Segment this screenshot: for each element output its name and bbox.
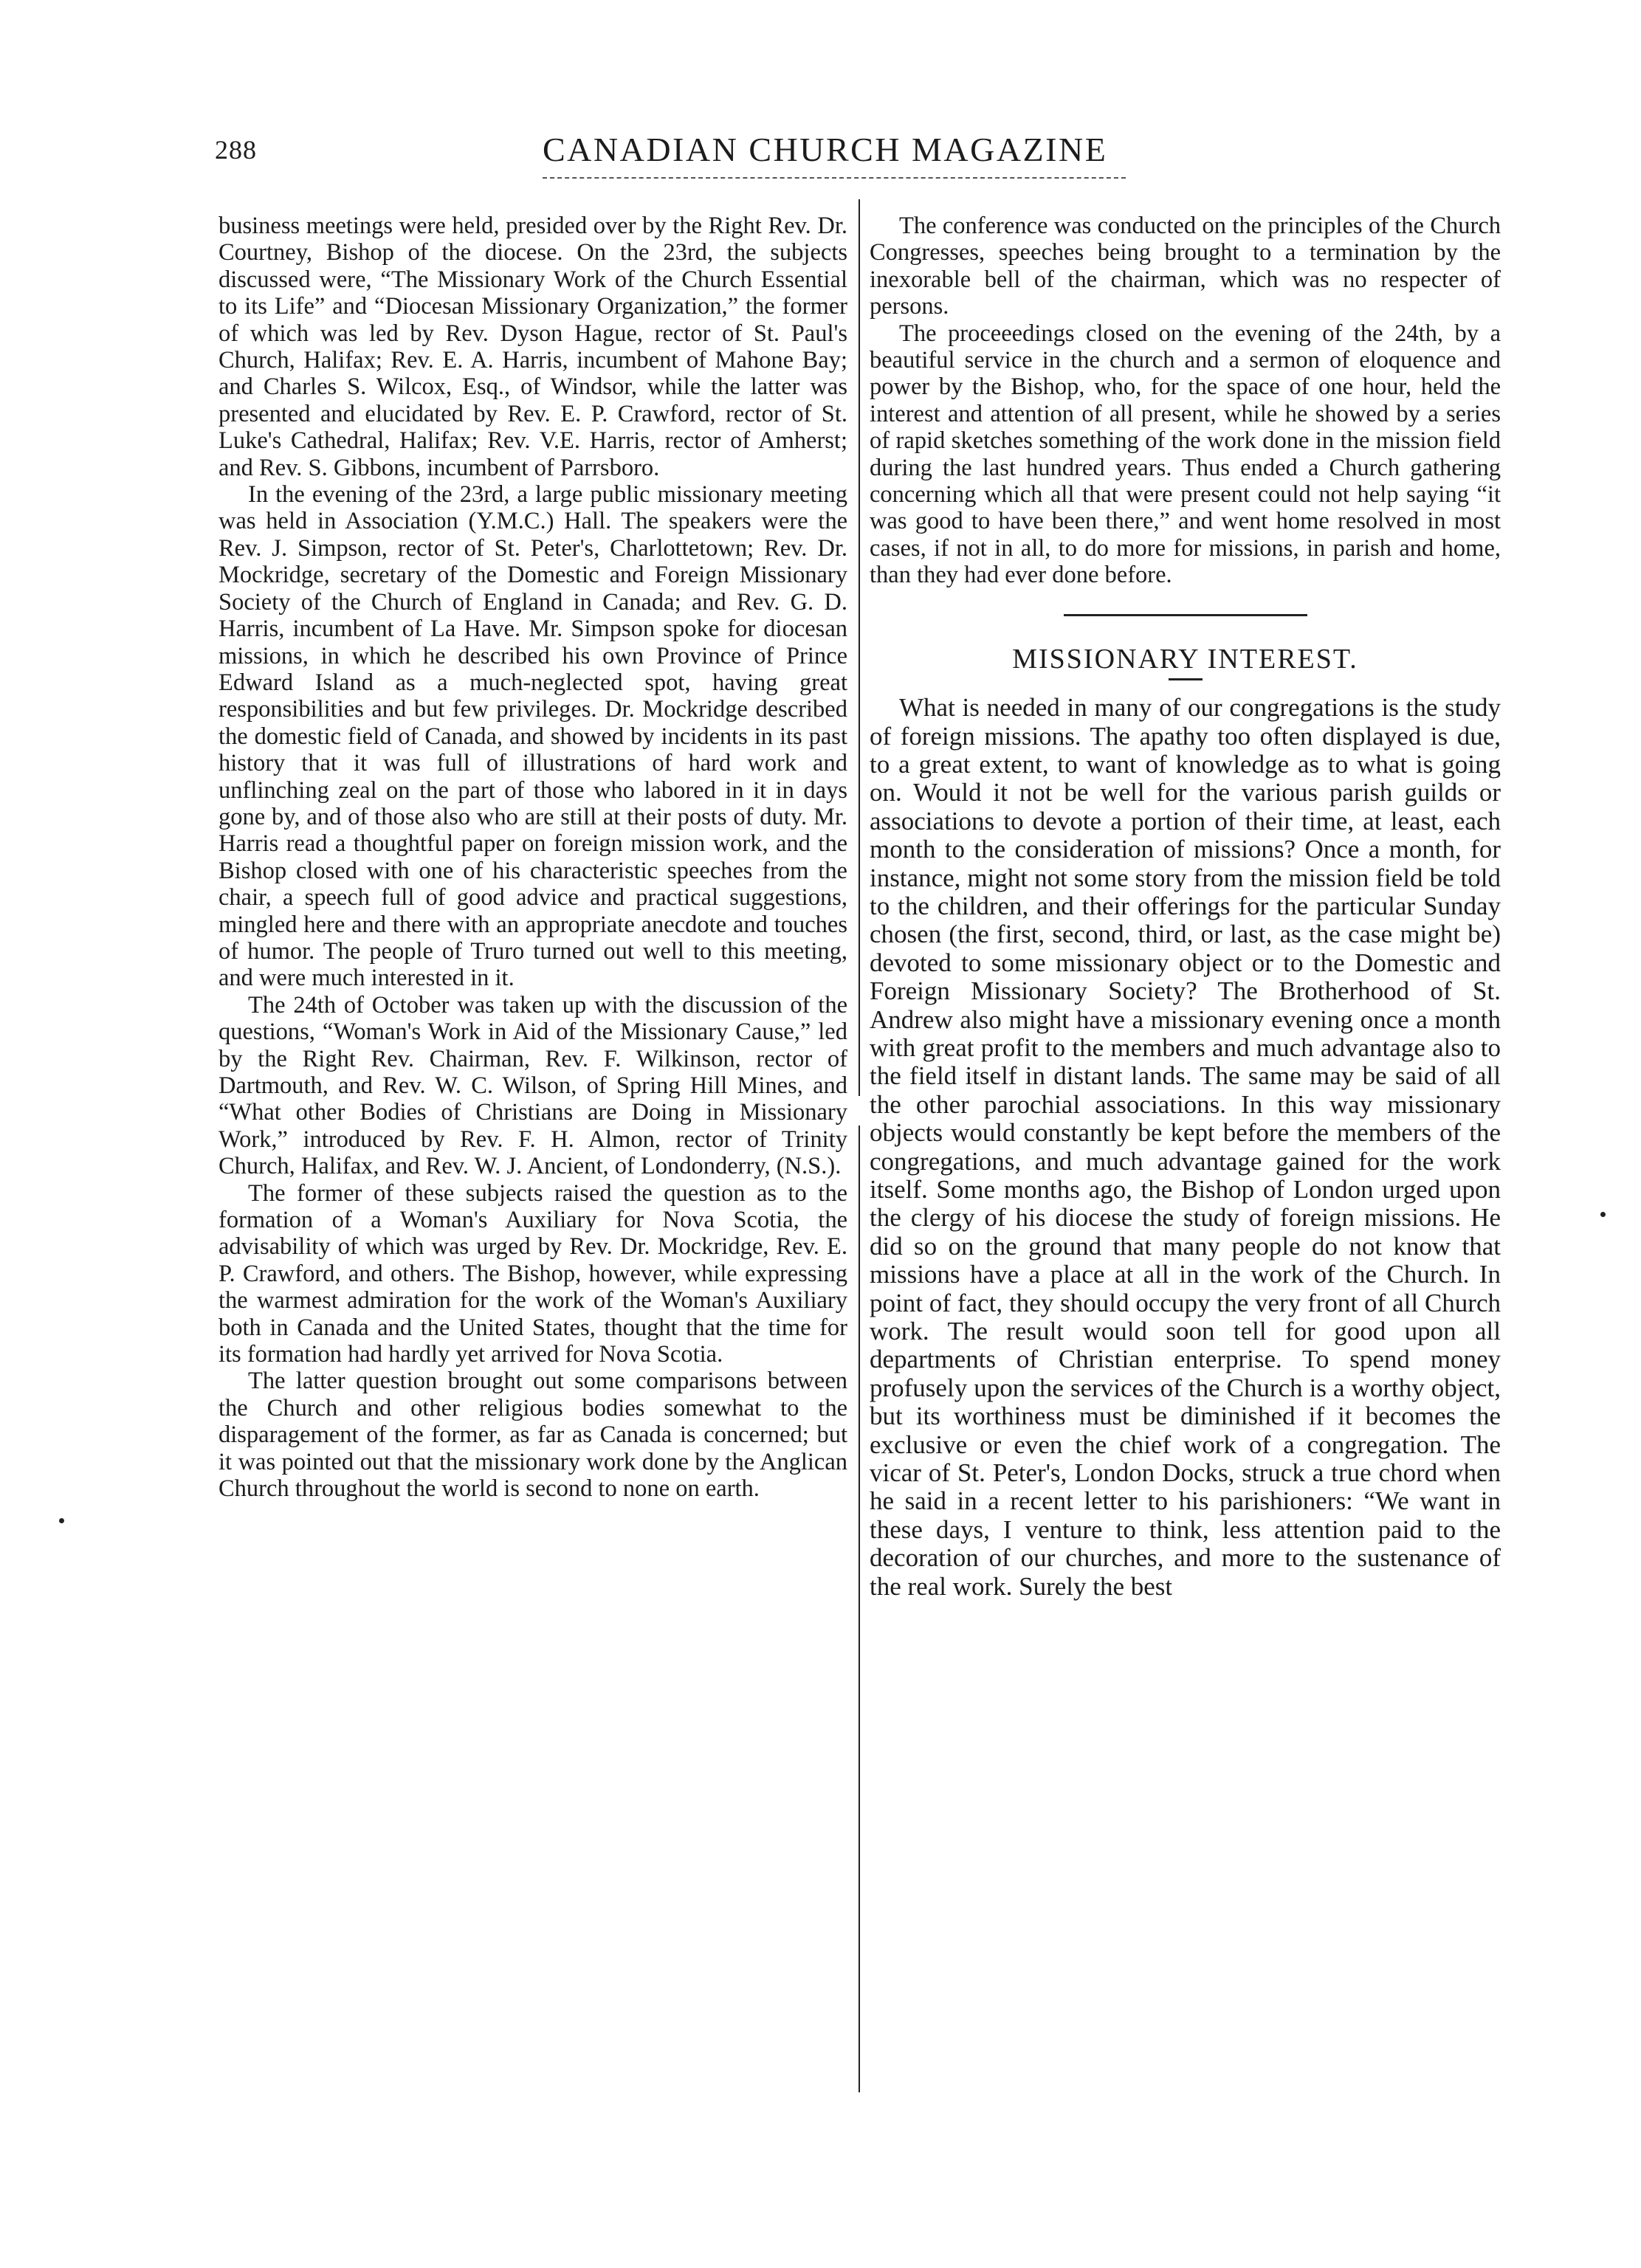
body-paragraph: The former of these subjects raised the question as to the formation of a Woman's Auxiliary for Nova Scotia, the advisability of which was urged by Rev. Dr. Mockridge, Rev. E. P. Crawford, and others. The Bishop, however, while expressing the warmest admiration for the work of the Woman's Auxiliary both in Canada and the United States, thought that the time for its formation had hardly yet arrived for Nova Scotia. [219,1179,847,1368]
section-title: MISSIONARY INTEREST. [1012,643,1358,675]
ink-speck [59,1518,64,1523]
header-rule [543,177,1126,179]
body-paragraph: The 24th of October was taken up with the discussion of the questions, “Woman's Work in Aid of the Missionary Cause,” led by the Right Rev. Chairman, Rev. F. Wilkinson, rector of Dartmouth, and Rev. W. C. Wilson, of Spring Hill Mines, and “What other Bodies of Christians are Doing in Missionary Work,” introduced by Rev. F. H. Almon, rector of Trinity Church, Halifax, and Rev. W. J. Ancient, of Londonderry, (N.S.). [219,991,847,1180]
column-divider [859,199,860,1096]
right-column [870,213,1501,1601]
section-paragraph: What is needed in many of our congregations is the study of foreign missions. The apathy too often displayed is due, to a great extent, to want of knowledge as to what is going on. Would it not be well for the various parish guilds or associations to devote a portion of their time, at least, each month to the consideration of missions? Once a month, for instance, might not some story from the mission field be told to the children, and their offerings for the particular Sunday chosen (the first, second, third, or last, as the case might be) devoted to some missionary object or to the Domestic and Foreign Missionary Society? The Brotherhood of St. Andrew also might have a missionary evening once a month with great profit to the members and much advantage also to the field itself in distant lands. The same may be said of all the other parochial associations. In this way missionary objects would constantly be kept before the members of the congregations, and much advantage gained for the work itself. Some months ago, the Bishop of London urged upon the clergy of his diocese the study of foreign missions. He did so on the ground that many people do not know that missions have a place at all in the work of the Church. In point of fact, they should occupy the very front of all Church work. The result would soon tell for good upon all departments of Christian enterprise. To spend money profusely upon the services of the Church is a worthy object, but its worthiness must be diminished if it becomes the exclusive or even the chief work of a congregation. The vicar of St. Peter's, London Docks, struck a true chord when he said in a recent letter to his parishioners: “We want in these days, I venture to think, less attention paid to the decoration of our churches, and more to the sustenance of the real work. Surely the best [870,693,1501,1601]
page-number: 288 [215,135,257,165]
column-divider [859,1126,860,2092]
body-paragraph: The conference was conducted on the principles of the Church Congresses, speeches being brought to a termination by the inexorable bell of the chairman, which was no respecter of persons. [870,213,1501,320]
body-paragraph: The proceeedings closed on the evening of the 24th, by a beautiful service in the church and a sermon of eloquence and power by the Bishop, who, for the space of one hour, held the interest and attention of all present, while he showed by a series of rapid sketches something of the work done in the mission field during the last hundred years. Thus ended a Church gathering concerning which all that were present could not help saying “it was good to have been there,” and went home resolved in most cases, if not in all, to do more for missions, in parish and home, than they had ever done before. [870,320,1501,589]
title-dash [1169,678,1203,680]
section-divider [1064,614,1307,616]
body-paragraph: The latter question brought out some comparisons between the Church and other religious bodies somewhat to the disparagement of the former, as far as Canada is concerned; but it was pointed out that the missionary work done by the Anglican Church throughout the world is second to none on earth. [219,1368,847,1503]
running-head: CANADIAN CHURCH MAGAZINE [543,131,1108,168]
left-column [219,213,847,1503]
ink-speck [1600,1212,1606,1217]
body-paragraph: business meetings were held, presided over by the Right Rev. Dr. Courtney, Bishop of the diocese. On the 23rd, the subjects discussed were, “The Missionary Work of the Church Essential to its Life” and “Diocesan Missionary Organization,” the former of which was led by Rev. Dyson Hague, rector of St. Paul's Church, Halifax; Rev. E. A. Harris, incumbent of Mahone Bay; and Charles S. Wilcox, Esq., of Windsor, while the latter was presented and elucidated by Rev. E. P. Crawford, rector of St. Luke's Cathedral, Halifax; Rev. V.E. Harris, rector of Amherst; and Rev. S. Gibbons, incumbent of Parrsboro. [219,213,847,481]
body-paragraph: In the evening of the 23rd, a large public missionary meeting was held in Association (Y.M.C.) Hall. The speakers were the Rev. J. Simpson, rector of St. Peter's, Charlottetown; Rev. Dr. Mockridge, secretary of the Domestic and Foreign Missionary Society of the Church of England in Canada; and Rev. G. D. Harris, incumbent of La Have. Mr. Simpson spoke for diocesan missions, in which he described his own Province of Prince Edward Island as a much-neglected spot, having great responsibilities and but few privileges. Dr. Mockridge described the domestic field of Canada, and showed by incidents in its past history that it was full of illustrations of hard work and unflinching zeal on the part of those who labored in it in days gone by, and of those also who are still at their posts of duty. Mr. Harris read a thoughtful paper on foreign mission work, and the Bishop closed with one of his characteristic speeches from the chair, a speech full of good advice and practical suggestions, mingled here and there with an appropriate anecdote and touches of humor. The people of Truro turned out well to this meeting, and were much interested in it. [219,481,847,992]
